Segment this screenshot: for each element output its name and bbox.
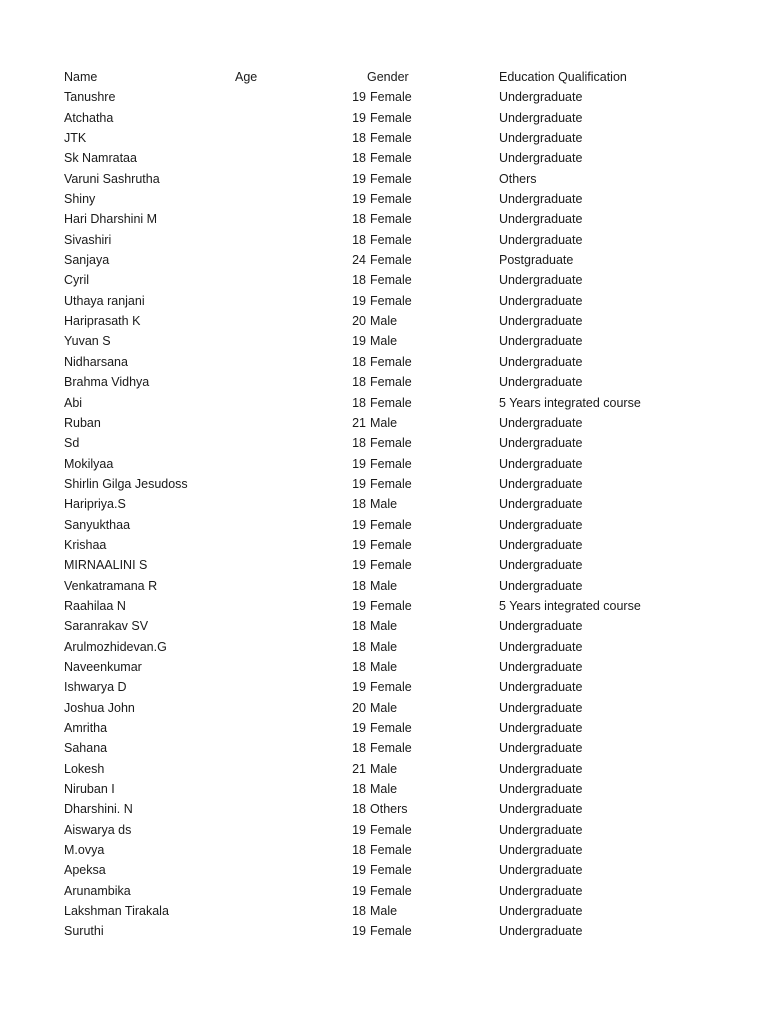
cell-gender: Female: [370, 924, 412, 939]
table-row: [0, 820, 768, 840]
cell-education: Undergraduate: [499, 375, 583, 390]
cell-education: Undergraduate: [499, 192, 583, 207]
table-row: [0, 189, 768, 209]
cell-gender: Female: [370, 436, 412, 451]
cell-education: Undergraduate: [499, 415, 583, 430]
cell-education: Undergraduate: [499, 700, 583, 715]
cell-age: 18: [352, 131, 366, 146]
table-row: [0, 270, 768, 290]
cell-education: Undergraduate: [499, 314, 583, 329]
cell-age: 18: [352, 354, 366, 369]
cell-name: Arunambika: [64, 883, 131, 898]
cell-name: Atchatha: [64, 110, 114, 125]
cell-education: Undergraduate: [499, 782, 583, 797]
table-row: [0, 860, 768, 880]
cell-gender: Male: [370, 314, 398, 329]
cell-name: Varuni Sashrutha: [64, 171, 160, 186]
cell-name: Lokesh: [64, 761, 105, 776]
cell-name: Sd: [64, 436, 80, 451]
cell-education: 5 Years integrated course: [499, 598, 641, 613]
table-row: [0, 209, 768, 229]
cell-age: 18: [352, 802, 366, 817]
cell-name: Hari Dharshini M: [64, 212, 158, 227]
cell-name: Niruban I: [64, 782, 115, 797]
cell-education: Undergraduate: [499, 354, 583, 369]
cell-education: Undergraduate: [499, 680, 583, 695]
table-row: [0, 515, 768, 535]
cell-education: Undergraduate: [499, 721, 583, 735]
cell-age: 18: [352, 578, 366, 593]
cell-name: JTK: [64, 131, 87, 146]
table-row: [0, 393, 768, 413]
cell-gender: Female: [370, 558, 412, 573]
cell-education: Undergraduate: [499, 476, 583, 491]
cell-education: Undergraduate: [499, 90, 583, 105]
table-row: [0, 840, 768, 860]
cell-age: 19: [352, 90, 366, 105]
cell-age: 19: [352, 192, 366, 207]
cell-education: Undergraduate: [499, 517, 583, 532]
cell-name: Hariprasath K: [64, 314, 141, 329]
cell-gender: Female: [370, 192, 412, 207]
cell-education: Undergraduate: [499, 558, 583, 573]
cell-gender: Female: [370, 354, 412, 369]
cell-education: Undergraduate: [499, 639, 583, 654]
cell-age: 21: [352, 761, 366, 776]
cell-gender: Female: [370, 456, 412, 471]
cell-gender: Female: [370, 598, 412, 613]
cell-education: 5 Years integrated course: [499, 395, 641, 410]
table-row: [0, 799, 768, 819]
table-row: [0, 433, 768, 453]
table-row: [0, 331, 768, 351]
cell-name: Suruthi: [64, 924, 104, 939]
cell-name: Tanushre: [64, 90, 116, 105]
cell-age: 18: [352, 375, 366, 390]
table-row: [0, 921, 768, 941]
cell-education: Undergraduate: [499, 293, 583, 308]
cell-gender: Male: [370, 700, 398, 715]
cell-gender: Male: [370, 578, 398, 593]
cell-name: Aiswarya ds: [64, 822, 132, 837]
cell-gender: Female: [370, 822, 412, 837]
cell-age: 19: [352, 293, 366, 308]
cell-education: Undergraduate: [499, 537, 583, 552]
cell-age: 18: [352, 395, 366, 410]
cell-age: 18: [352, 273, 366, 288]
cell-education: Postgraduate: [499, 253, 574, 268]
cell-education: Others: [499, 171, 537, 186]
cell-age: 18: [352, 497, 366, 512]
table-row: [0, 698, 768, 718]
cell-education: Undergraduate: [499, 456, 583, 471]
cell-name: M.ovya: [64, 843, 105, 858]
cell-education: Undergraduate: [499, 619, 583, 634]
table-row: [0, 576, 768, 596]
cell-age: 18: [352, 843, 366, 858]
cell-name: Mokilyaa: [64, 456, 114, 471]
cell-gender: Female: [370, 680, 412, 695]
table-row: [0, 291, 768, 311]
cell-name: Sanyukthaa: [64, 517, 131, 532]
cell-name: Sahana: [64, 741, 108, 756]
cell-name: Naveenkumar: [64, 659, 142, 674]
cell-name: Brahma Vidhya: [64, 375, 150, 390]
cell-gender: Male: [370, 659, 398, 674]
cell-name: Sk Namrataa: [64, 151, 137, 166]
cell-age: 19: [352, 883, 366, 898]
table-row: [0, 555, 768, 575]
cell-gender: Female: [370, 883, 412, 898]
cell-name: Arulmozhidevan.G: [64, 639, 167, 654]
cell-name: MIRNAALINI S: [64, 558, 148, 573]
header-row: [0, 67, 768, 87]
cell-name: Raahilaa N: [64, 598, 126, 613]
cell-gender: Female: [370, 476, 412, 491]
cell-name: Nidharsana: [64, 354, 128, 369]
table-row: [0, 250, 768, 270]
cell-gender: Male: [370, 639, 398, 654]
cell-name: Cyril: [64, 273, 89, 288]
cell-education: Undergraduate: [499, 110, 583, 125]
cell-gender: Female: [370, 395, 412, 410]
cell-name: Shiny: [64, 192, 96, 207]
cell-education: Undergraduate: [499, 761, 583, 776]
cell-name: Ishwarya D: [64, 680, 127, 695]
table-row: [0, 87, 768, 107]
cell-name: Sanjaya: [64, 253, 110, 268]
cell-name: Krishaa: [64, 537, 107, 552]
table-row: [0, 352, 768, 372]
table-body: [0, 87, 768, 941]
cell-age: 24: [352, 253, 366, 268]
cell-gender: Female: [370, 171, 412, 186]
cell-education: Undergraduate: [499, 497, 583, 512]
table-row: [0, 454, 768, 474]
header-education: Education Qualification: [499, 70, 627, 84]
cell-age: 19: [352, 680, 366, 695]
table-row: [0, 169, 768, 189]
cell-age: 18: [352, 639, 366, 654]
cell-gender: Male: [370, 497, 398, 512]
cell-age: 19: [352, 863, 366, 878]
cell-age: 18: [352, 659, 366, 674]
cell-name: Apeksa: [64, 863, 106, 878]
cell-age: 18: [352, 782, 366, 797]
table-row: [0, 738, 768, 758]
cell-name: Shirlin Gilga Jesudoss: [64, 476, 188, 491]
cell-education: Undergraduate: [499, 883, 583, 898]
cell-name: Joshua John: [64, 700, 135, 715]
table-row: [0, 128, 768, 148]
table-row: [0, 637, 768, 657]
cell-gender: Female: [370, 843, 412, 858]
cell-education: Undergraduate: [499, 802, 583, 817]
cell-gender: Female: [370, 253, 412, 268]
cell-gender: Female: [370, 110, 412, 125]
cell-name: Lakshman Tirakala: [64, 904, 169, 919]
cell-gender: Female: [370, 131, 412, 146]
cell-age: 20: [352, 314, 366, 329]
cell-age: 18: [352, 619, 366, 634]
header-age: Age: [235, 70, 258, 84]
cell-education: Undergraduate: [499, 273, 583, 288]
cell-gender: Female: [370, 721, 412, 735]
table-row: [0, 677, 768, 697]
cell-age: 19: [352, 721, 366, 735]
cell-gender: Female: [370, 151, 412, 166]
cell-gender: Female: [370, 863, 412, 878]
cell-age: 19: [352, 456, 366, 471]
cell-gender: Male: [370, 782, 398, 797]
cell-age: 18: [352, 151, 366, 166]
table-row: [0, 616, 768, 636]
cell-gender: Male: [370, 415, 398, 430]
cell-age: 19: [352, 537, 366, 552]
cell-age: 19: [352, 476, 366, 491]
cell-education: Undergraduate: [499, 232, 583, 247]
cell-age: 18: [352, 212, 366, 227]
cell-gender: Female: [370, 232, 412, 247]
cell-gender: Female: [370, 517, 412, 532]
cell-name: Dharshini. N: [64, 802, 133, 817]
table-row: [0, 535, 768, 555]
data-table: [0, 67, 768, 942]
cell-education: Undergraduate: [499, 334, 583, 349]
table-row: [0, 494, 768, 514]
cell-education: Undergraduate: [499, 904, 583, 919]
table-row: [0, 148, 768, 168]
table-row: [0, 657, 768, 677]
cell-gender: Male: [370, 904, 398, 919]
table-row: [0, 230, 768, 250]
cell-age: 19: [352, 334, 366, 349]
cell-education: Undergraduate: [499, 436, 583, 451]
table-row: [0, 311, 768, 331]
cell-name: Saranrakav SV: [64, 619, 149, 634]
cell-gender: Female: [370, 212, 412, 227]
cell-age: 19: [352, 110, 366, 125]
cell-gender: Female: [370, 537, 412, 552]
cell-age: 21: [352, 415, 366, 430]
cell-education: Undergraduate: [499, 212, 583, 227]
table-row: [0, 596, 768, 616]
cell-education: Undergraduate: [499, 924, 583, 939]
cell-education: Undergraduate: [499, 578, 583, 593]
cell-name: Venkatramana R: [64, 578, 158, 593]
cell-age: 18: [352, 436, 366, 451]
table-row: [0, 901, 768, 921]
cell-name: Abi: [64, 395, 83, 410]
cell-gender: Female: [370, 90, 412, 105]
table-row: [0, 372, 768, 392]
cell-name: Haripriya.S: [64, 497, 126, 512]
cell-gender: Male: [370, 761, 398, 776]
cell-age: 19: [352, 598, 366, 613]
cell-gender: Female: [370, 741, 412, 756]
table-row: [0, 779, 768, 799]
cell-education: Undergraduate: [499, 659, 583, 674]
cell-age: 19: [352, 171, 366, 186]
cell-education: Undergraduate: [499, 822, 583, 837]
cell-gender: Male: [370, 334, 398, 349]
cell-gender: Female: [370, 273, 412, 288]
cell-name: Sivashiri: [64, 232, 112, 247]
cell-age: 19: [352, 822, 366, 837]
cell-age: 18: [352, 741, 366, 756]
header-name: Name: [64, 70, 98, 84]
table-row: [0, 413, 768, 433]
header-gender: Gender: [367, 70, 409, 84]
cell-education: Undergraduate: [499, 151, 583, 166]
table-row: [0, 759, 768, 779]
cell-name: Yuvan S: [64, 334, 111, 349]
cell-gender: Female: [370, 293, 412, 308]
cell-education: Undergraduate: [499, 863, 583, 878]
cell-age: 18: [352, 904, 366, 919]
cell-education: Undergraduate: [499, 741, 583, 756]
cell-gender: Others: [370, 802, 408, 817]
cell-education: Undergraduate: [499, 843, 583, 858]
cell-gender: Male: [370, 619, 398, 634]
cell-age: 19: [352, 517, 366, 532]
cell-name: Uthaya ranjani: [64, 293, 145, 308]
cell-name: Ruban: [64, 415, 101, 430]
table-row: [0, 881, 768, 901]
table-row: [0, 474, 768, 494]
cell-age: 20: [352, 700, 366, 715]
table-row: [0, 718, 768, 738]
cell-age: 19: [352, 558, 366, 573]
cell-age: 18: [352, 232, 366, 247]
cell-name: Amritha: [64, 721, 108, 735]
cell-education: Undergraduate: [499, 131, 583, 146]
table-row: [0, 108, 768, 128]
cell-gender: Female: [370, 375, 412, 390]
cell-age: 19: [352, 924, 366, 939]
